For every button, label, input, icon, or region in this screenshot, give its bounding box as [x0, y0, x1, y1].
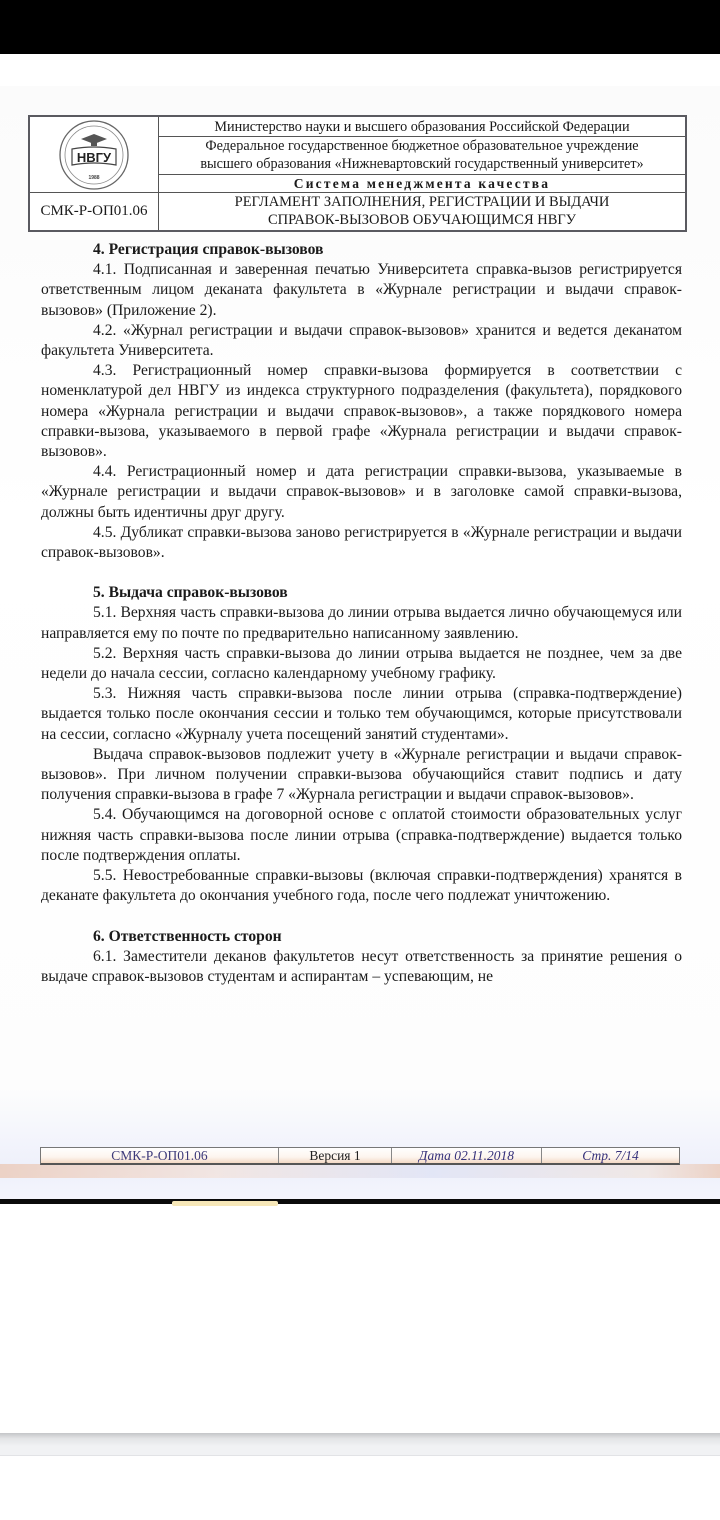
paragraph: 4.4. Регистрационный номер и дата регистрации справки-вызова, указываемые в «Журнале регистрации и выдачи справок-вызовов» и в заголовке самой справки-вызова, должны быть идентичны друг другу. — [41, 463, 682, 521]
paragraph: Выдача справок-вызовов подлежит учету в «Журнале регистрации и выдачи справок-вызовов». При личном получении справки-вызова обучающийся ставит подпись и дату получения справки-вызова в графе 7 «Журнала регистрации и выдачи справок-вызовов». — [41, 745, 682, 804]
photo-edge — [0, 1199, 720, 1204]
footer-glare — [0, 1164, 720, 1178]
ministry-name: Министерство науки и высшего образования Российской Федерации — [159, 117, 685, 137]
paragraph: 5.1. Верхняя часть справки-вызова до линии отрыва выдается лично обучающемуся или направляется ему по почте по предварительно написанному заявлению. — [41, 604, 682, 642]
section-heading: 6. Ответственность сторон — [93, 927, 282, 945]
paragraph: 4.1. Подписанная и заверенная печатью Университета справка-вызов регистрируется ответственным лицом деканата факультета в «Журнале регистрации и выдачи справок-вызовов» (Приложение 2). — [41, 261, 682, 319]
footer-version: Версия 1 — [279, 1148, 392, 1163]
document-header-table — [28, 115, 687, 232]
footer-doc-code: СМК-Р-ОП01.06 — [41, 1148, 279, 1163]
document-title-line-2: СПРАВОК-ВЫЗОВОВ ОБУЧАЮЩИМСЯ НВГУ — [267, 212, 577, 228]
document-title — [159, 193, 685, 230]
institution-line-1: Федеральное государственное бюджетное образовательное учреждение — [205, 138, 639, 154]
section-heading: 4. Регистрация справок-вызовов — [93, 241, 324, 258]
paragraph: 5.5. Невостребованные справки-вызовы (включая справки-подтверждения) хранятся в деканате факультета до окончания учебного года, после чего подлежат уничтожению. — [41, 867, 682, 905]
status-bar — [0, 0, 720, 54]
paragraph: 5.2. Верхняя часть справки-вызова до линии отрыва выдается не позднее, чем за две недели до начала сессии, согласно календарному учебному графику. — [41, 644, 682, 683]
paragraph: 5.4. Обучающимся на договорной основе с оплатой стоимости образовательных услуг нижняя часть справки-вызова после линии отрыва (справка-подтверждение) выдается только после подтверждения оплаты. — [41, 806, 682, 864]
institution-name — [159, 137, 685, 175]
paragraph: 4.3. Регистрационный номер справки-вызова формируется в соответствии с номенклатурой дел НВГУ из индекса структурного подразделения (факультета), порядкового номера «Журнала регистрации и выдачи справок-вызовов», а также порядкового номера справки-вызова, указываемого в первой графе «Журнала регистрации и выдачи справок-вызовов». — [41, 362, 682, 461]
header-doc-code: СМК-Р-ОП01.06 — [30, 193, 159, 230]
university-logo — [30, 117, 159, 193]
section-heading: 5. Выдача справок-вызовов — [93, 584, 288, 602]
paragraph: 4.5. Дубликат справки-вызова заново регистрируется в «Журнале регистрации и выдачи справок-вызовов». — [41, 523, 682, 562]
logo-year: 1988 — [88, 174, 100, 181]
bottom-toolbar — [0, 1433, 720, 1456]
logo-text: НВГУ — [76, 149, 112, 165]
institution-line-2: высшего образования «Нижневартовский государственный университет» — [200, 156, 644, 172]
footer-page: Стр. 7/14 — [582, 1148, 639, 1163]
photo-glare — [172, 1201, 278, 1206]
document-body — [41, 240, 682, 987]
university-emblem-icon — [48, 119, 140, 191]
paragraph: 5.3. Нижняя часть справки-вызова после линии отрыва (справка-подтверждение) выдается только после окончания сессии и только тем обучающимся, которые присутствовали на сессии, согласно «Журналу учета посещений занятий студентами». — [41, 685, 682, 743]
paragraph: 4.2. «Журнал регистрации и выдачи справок-вызовов» хранится и ведется деканатом факультета Университета. — [41, 321, 682, 360]
document-title-line-1: РЕГЛАМЕНТ ЗАПОЛНЕНИЯ, РЕГИСТРАЦИИ И ВЫДАЧИ — [234, 194, 610, 210]
quality-system-label: Система менеджмента качества — [159, 175, 685, 193]
paragraph: 6.1. Заместители деканов факультетов несут ответственность за принятие решения о выдаче справок-вызовов студентам и аспирантам – успевающим, не — [41, 947, 682, 985]
document-footer — [40, 1147, 680, 1165]
footer-date: Дата 02.11.2018 — [392, 1148, 542, 1163]
